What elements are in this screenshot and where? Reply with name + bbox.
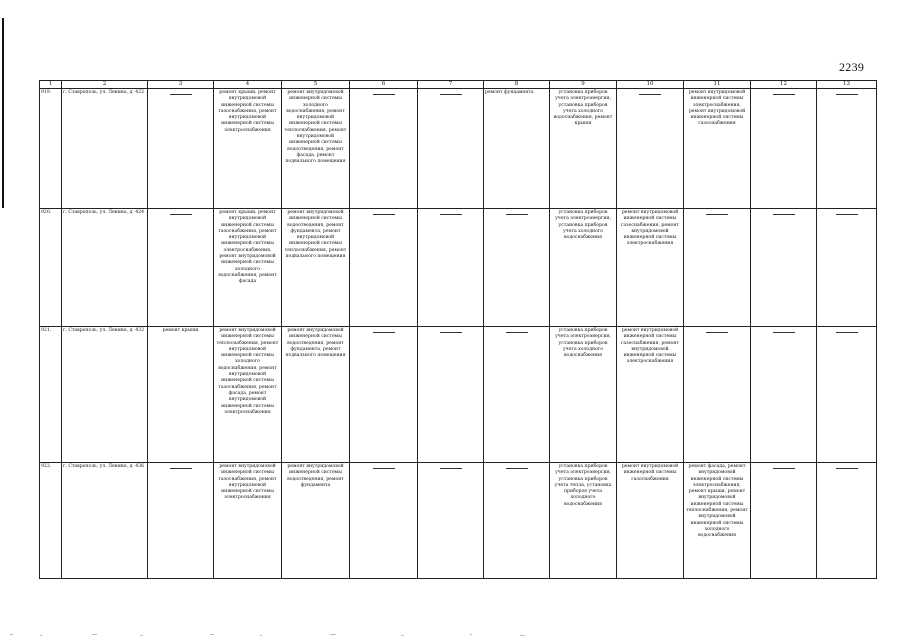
col-11-cell bbox=[684, 327, 751, 463]
dash-mark bbox=[706, 214, 728, 215]
row-number: 919. bbox=[40, 89, 62, 209]
col-10-cell bbox=[617, 89, 684, 209]
col-3-cell bbox=[148, 209, 214, 327]
column-header: 8 bbox=[484, 81, 550, 89]
address-cell: г. Ставрополь, ул. Ленина, д. 436 bbox=[62, 463, 148, 579]
col-6-cell bbox=[350, 89, 418, 209]
col-9-cell: установка приборов учета электроэнергии, установка приборов учета холодного водоснабжения bbox=[550, 209, 617, 327]
col-5-cell: ремонт внутридомовой инженерной системы холодного водоснабжения, ремонт внутридомовой инженерной системы теплоснабжения, ремонт внутридомовой инженерной системы водоотведения, ремонт фасада, ремонт подвального помещения bbox=[282, 89, 350, 209]
col-12-cell bbox=[751, 327, 817, 463]
col-3-cell bbox=[148, 463, 214, 579]
dash-mark bbox=[440, 94, 462, 95]
col-5-cell: ремонт внутридомовой инженерной системы водоотведения, ремонт фундамента, ремонт внутридомовой инженерной системы теплоснабжения, ремонт подвального помещения bbox=[282, 209, 350, 327]
repair-schedule-table bbox=[39, 80, 877, 579]
col-3-cell bbox=[148, 89, 214, 209]
col-6-cell bbox=[350, 463, 418, 579]
col-8-cell bbox=[484, 463, 550, 579]
dash-mark bbox=[836, 214, 858, 215]
col-6-cell bbox=[350, 209, 418, 327]
col-11-cell bbox=[684, 209, 751, 327]
scan-edge-mark bbox=[2, 18, 4, 208]
col-5-cell: ремонт внутридомовой инженерной системы водоотведения, ремонт фундамента, ремонт подвального помещения bbox=[282, 327, 350, 463]
column-header: 2 bbox=[62, 81, 148, 89]
dash-mark bbox=[373, 468, 395, 469]
dash-mark bbox=[440, 214, 462, 215]
col-10-cell: ремонт внутридомовой инженерной системы газоснабжения, ремонт внутридомовой инженерной системы электроснабжения bbox=[617, 327, 684, 463]
address-cell: г. Ставрополь, ул. Ленина, д. 432 bbox=[62, 327, 148, 463]
column-header: 12 bbox=[751, 81, 817, 89]
table-row bbox=[40, 463, 877, 579]
col-3-cell: ремонт крыши bbox=[148, 327, 214, 463]
dash-mark bbox=[836, 94, 858, 95]
row-number: 921. bbox=[40, 327, 62, 463]
col-13-cell bbox=[817, 463, 877, 579]
col-5-cell: ремонт внутридомовой инженерной системы водоотведения, ремонт фундамента bbox=[282, 463, 350, 579]
row-number: 922. bbox=[40, 463, 62, 579]
col-7-cell bbox=[418, 209, 484, 327]
col-9-cell: установка приборов учета электроэнергии, установка приборов учета тепла, установка приборов учета холодного водоснабжения bbox=[550, 463, 617, 579]
col-11-cell: ремонт фасада, ремонт внутридомовой инженерной системы электроснабжения, ремонт крыши, ремонт внутридомовой инженерной системы теплоснабжения, ремонт внутридомовой инженерной системы холодного водоснабжения bbox=[684, 463, 751, 579]
column-header: 9 bbox=[550, 81, 617, 89]
column-header: 4 bbox=[214, 81, 282, 89]
column-header: 6 bbox=[350, 81, 418, 89]
table-row bbox=[40, 327, 877, 463]
col-12-cell bbox=[751, 209, 817, 327]
col-10-cell: ремонт внутридомовой инженерной системы газоснабжения bbox=[617, 463, 684, 579]
row-number: 920. bbox=[40, 209, 62, 327]
column-header: 11 bbox=[684, 81, 751, 89]
column-header: 13 bbox=[817, 81, 877, 89]
address-cell: г. Ставрополь, ул. Ленина, д. 422 bbox=[62, 89, 148, 209]
column-header-row bbox=[40, 81, 877, 89]
dash-mark bbox=[373, 94, 395, 95]
dash-mark bbox=[836, 332, 858, 333]
col-13-cell bbox=[817, 327, 877, 463]
col-12-cell bbox=[751, 463, 817, 579]
dash-mark bbox=[373, 214, 395, 215]
column-header: 5 bbox=[282, 81, 350, 89]
dash-mark bbox=[506, 332, 528, 333]
dash-mark bbox=[440, 332, 462, 333]
col-8-cell bbox=[484, 209, 550, 327]
col-10-cell: ремонт внутридомовой инженерной системы газоснабжения, ремонт внутридомовой инженерной системы электроснабжения bbox=[617, 209, 684, 327]
column-header: 3 bbox=[148, 81, 214, 89]
col-9-cell: установка приборов учета электроэнергии, установка приборов учета холодного водоснабжения bbox=[550, 327, 617, 463]
col-4-cell: ремонт крыши, ремонт внутридомовой инженерной системы газоснабжения, ремонт внутридомовой инженерной системы электроснабжения, ремонт внутридомовой инженерной системы холодного водоснабжения, ремонт фасада bbox=[214, 209, 282, 327]
dash-mark bbox=[373, 332, 395, 333]
dash-mark bbox=[836, 468, 858, 469]
col-8-cell bbox=[484, 327, 550, 463]
dash-mark bbox=[170, 468, 192, 469]
column-header: 1 bbox=[40, 81, 62, 89]
dash-mark bbox=[506, 214, 528, 215]
dash-mark bbox=[506, 468, 528, 469]
col-4-cell: ремонт внутридомовой инженерной системы газоснабжения, ремонт внутридомовой инженерной системы электроснабжения bbox=[214, 463, 282, 579]
dash-mark bbox=[773, 468, 795, 469]
column-header: 10 bbox=[617, 81, 684, 89]
dash-mark bbox=[773, 332, 795, 333]
col-9-cell: установка приборов учета электроэнергии, установка приборов учета холодного водоснабжения, ремонт крыши bbox=[550, 89, 617, 209]
dash-mark bbox=[773, 94, 795, 95]
dash-mark bbox=[639, 94, 661, 95]
address-cell: г. Ставрополь, ул. Ленина, д. 424 bbox=[62, 209, 148, 327]
dash-mark bbox=[706, 332, 728, 333]
col-13-cell bbox=[817, 89, 877, 209]
col-7-cell bbox=[418, 89, 484, 209]
col-4-cell: ремонт внутридомовой инженерной системы теплоснабжения, ремонт внутридомовой инженерной системы холодного водоснабжения, ремонт внутридомовой инженерной системы газоснабжения, ремонт фасада, ремонт внутридомовой инженерной системы электроснабжения bbox=[214, 327, 282, 463]
dash-mark bbox=[170, 214, 192, 215]
table-row bbox=[40, 209, 877, 327]
dash-mark bbox=[440, 468, 462, 469]
col-8-cell: ремонт фундамента bbox=[484, 89, 550, 209]
table-row bbox=[40, 89, 877, 209]
scan-noise bbox=[0, 628, 905, 640]
col-7-cell bbox=[418, 463, 484, 579]
col-4-cell: ремонт крыши, ремонт внутридомовой инженерной системы газоснабжения, ремонт внутридомовой инженерной системы электроснабжения bbox=[214, 89, 282, 209]
col-6-cell bbox=[350, 327, 418, 463]
dash-mark bbox=[170, 94, 192, 95]
dash-mark bbox=[773, 214, 795, 215]
col-7-cell bbox=[418, 327, 484, 463]
page-number: 2239 bbox=[839, 60, 865, 74]
col-12-cell bbox=[751, 89, 817, 209]
col-13-cell bbox=[817, 209, 877, 327]
column-header: 7 bbox=[418, 81, 484, 89]
col-11-cell: ремонт внутридомовой инженерной системы электроснабжения, ремонт внутридомовой инженерной системы газоснабжения bbox=[684, 89, 751, 209]
